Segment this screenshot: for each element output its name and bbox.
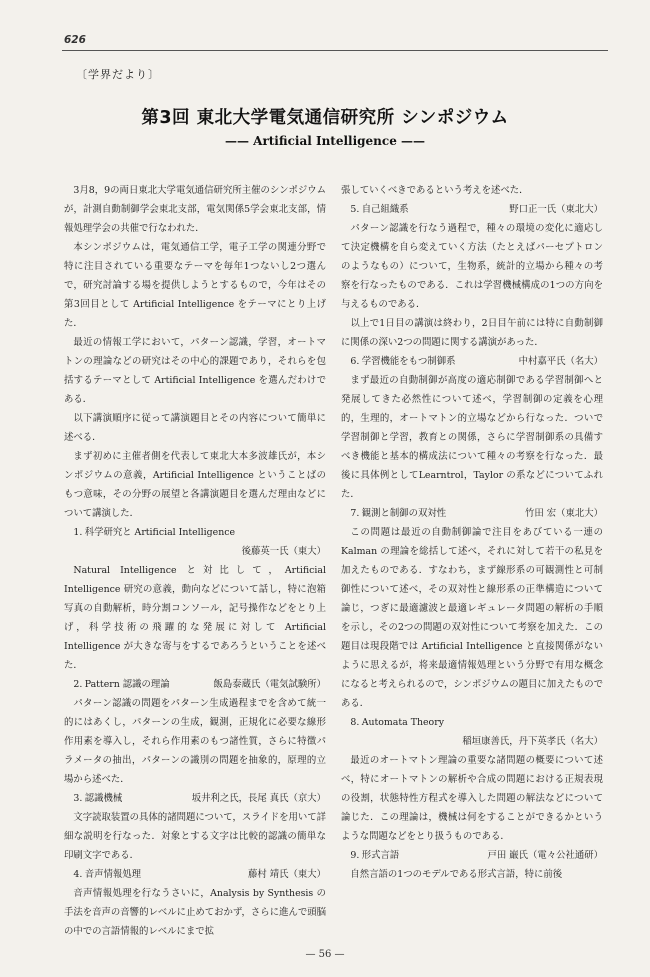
talk-number: 9. (350, 850, 360, 861)
talk-heading (341, 846, 603, 865)
speaker-name: 藤村 靖氏（東大） (248, 869, 326, 880)
talk-heading (341, 713, 603, 732)
paragraph: 本シンポジウムは，電気通信工学，電子工学の関連分野で特に注目されている重要なテーマを毎年1つないし2つ選んで，研究討論する場を提供しようとするもので，今年はその第3回目として Artificial Intelligence をテーマにとり上げた． (64, 242, 326, 329)
talk-heading (64, 865, 326, 884)
talk-title: Automata Theory (361, 717, 444, 728)
talk-title: 形式言語 (361, 850, 400, 861)
talk-title: 観測と制御の双対性 (361, 508, 447, 519)
speaker-name: 飯島泰蔵氏（電気試験所） (213, 679, 326, 690)
left-column (64, 181, 326, 941)
paragraph: 文字読取装置の具体的諸問題について，スライドを用いて詳細な説明を行なった．対象とする文字は比較的認識の簡単な印刷文字である． (64, 812, 326, 861)
paragraph: 最近の情報工学において，パターン認識，学習，オートマトンの理論などの研究はその中心的課題であり，それらを包括するテーマとして Artificial Intelligence を選んだわけである． (64, 337, 326, 405)
paragraph: まず最近の自動制御が高度の適応制御である学習制御へと発展してきた必然性について述べ，学習制御の定義を心理的，生理的，オートマトン的立場などから行なった．ついで学習制御と学習，教育との関係，さらに学習制御系の具備すべき機能と基本的構成法について種々の考察を行なった．最後に具体例としてLearntrol，Taylor の系などについてふれた． (341, 375, 603, 500)
talk-number: 6. (350, 356, 360, 367)
talk-title: 認識機械 (84, 793, 123, 804)
page-footer: — 56 — (305, 949, 345, 960)
talk-title: 音声情報処理 (84, 869, 141, 880)
paragraph: まず初めに主催者側を代表して東北大本多波雄氏が，本シンポジウムの意義，Artificial Intelligence ということばのもつ意味，その分野の展望と各講演題目を選んだ理由などについて講演した． (64, 451, 326, 519)
page-number: 626 (64, 34, 86, 46)
speaker-name: 坂井利之氏，長尾 真氏（京大） (191, 793, 326, 804)
paragraph: この問題は最近の自動制御論で注目をあびている一連の Kalman の理論を総括して述べ，それに対して若干の私見を加えたものである．すなわち，まず線形系の可観測性と可制御性について述べ，その双対性と線形系の正準構造について論じ，つぎに最適濾波と最適レギュレータ問題の解析の手順を示し，その2つの問題の双対性について考察を加えた．この題目は現段階では Artificial Intelligence と直接関係がないように思えるが，将来最適情報処理という分野で有用な概念になると考えられるので，シンポジウムの題目に加えたものである． (341, 527, 603, 709)
talk-heading (341, 352, 603, 371)
talk-heading (341, 200, 603, 219)
paragraph: 以下講演順序に従って講演題目とその内容について簡単に述べる． (64, 413, 326, 443)
paragraph: 3月8，9の両日東北大学電気通信研究所主催のシンポジウムが，計測自動制御学会東北支部，電気関係5学会東北支部，情報処理学会の共催で行なわれた． (64, 185, 326, 234)
speaker-name: 竹田 宏（東北大） (525, 508, 603, 519)
talk-title: 自己組織系 (361, 204, 409, 215)
article-title: 第3回 東北大学電気通信研究所 シンポジウム (141, 108, 509, 128)
section-label: 〔学界だより〕 (76, 68, 160, 81)
talk-title: 科学研究と Artificial Intelligence (84, 527, 236, 538)
paragraph: 以上で1日目の講演は終わり，2日目午前には特に自動制御に関係の深い2つの問題に関する講演があった． (341, 318, 603, 348)
article-subtitle: —— Artificial Intelligence —— (224, 134, 426, 148)
speaker-name: 稲垣康善氏，丹下英孝氏（名大） (462, 736, 603, 747)
talk-title: Pattern 認識の理論 (84, 679, 170, 690)
talk-heading (64, 789, 326, 808)
paragraph: 張していくべきであるという考えを述べた． (341, 185, 529, 196)
talk-title: 学習機能をもつ制御系 (361, 356, 456, 367)
talk-number: 4. (73, 869, 83, 880)
talk-number: 5. (350, 204, 360, 215)
paragraph: パターン認識の問題をパターン生成過程までを含めて統一的にはあくし，パターンの生成，観測，正規化に必要な線形作用素を導入し，それら作用素のもつ諸性質，さらに特徴パラメータの抽出，パターンの識別の問題を抽象的，原理的立場から述べた． (64, 698, 326, 785)
paragraph: 音声情報処理を行なうさいに，Analysis by Synthesis の手法を音声の音響的レベルに止めておかず，さらに進んで頭脳の中での言語情報的レベルにまで拡 (64, 888, 326, 937)
talk-heading (341, 504, 603, 523)
talk-number: 3. (73, 793, 83, 804)
talk-number: 8. (350, 717, 360, 728)
paragraph: 最近のオートマトン理論の重要な諸問題の概要について述べ，特にオートマトンの解析や合成の問題における正規表現の役割，状態特性方程式を導入した問題の解法などについて論じた．この理論は，機械は何をすることができるかというような問題などをとり扱うものである． (341, 755, 603, 842)
top-rule (62, 50, 608, 51)
speaker-name: 野口正一氏（東北大） (509, 204, 603, 215)
speaker-name: 中村嘉平氏（名大） (518, 356, 603, 367)
talk-heading (64, 523, 326, 542)
talk-heading (64, 675, 326, 694)
paragraph: 自然言語の1つのモデルである形式言語，特に前後 (350, 869, 563, 880)
speaker-name: 後藤英一氏（東大） (241, 546, 326, 557)
talk-number: 2. (73, 679, 83, 690)
talk-number: 1. (73, 527, 83, 538)
paragraph: パターン認識を行なう過程で，種々の環境の変化に適応して決定機構を自ら変えていく方法（たとえばパーセプトロンのようなもの）について，生物系，統計的立場から種々の考察を行なったものである．これは学習機械構成の1つの方向を与えるものである． (341, 223, 603, 310)
right-column (341, 181, 603, 884)
paragraph: Natural Intelligence と対比して，Artificial Intelligence 研究の意義，動向などについて話し，特に泡箱写真の自動解析，時分割コンソール，記号操作などをとり上げ，科学技術の飛躍的な発展に対して Artificial Intelligence が大きな寄与をするであろうということを述べた． (64, 565, 326, 671)
talk-number: 7. (350, 508, 360, 519)
speaker-name: 戸田 巌氏（電々公社通研） (487, 850, 603, 861)
